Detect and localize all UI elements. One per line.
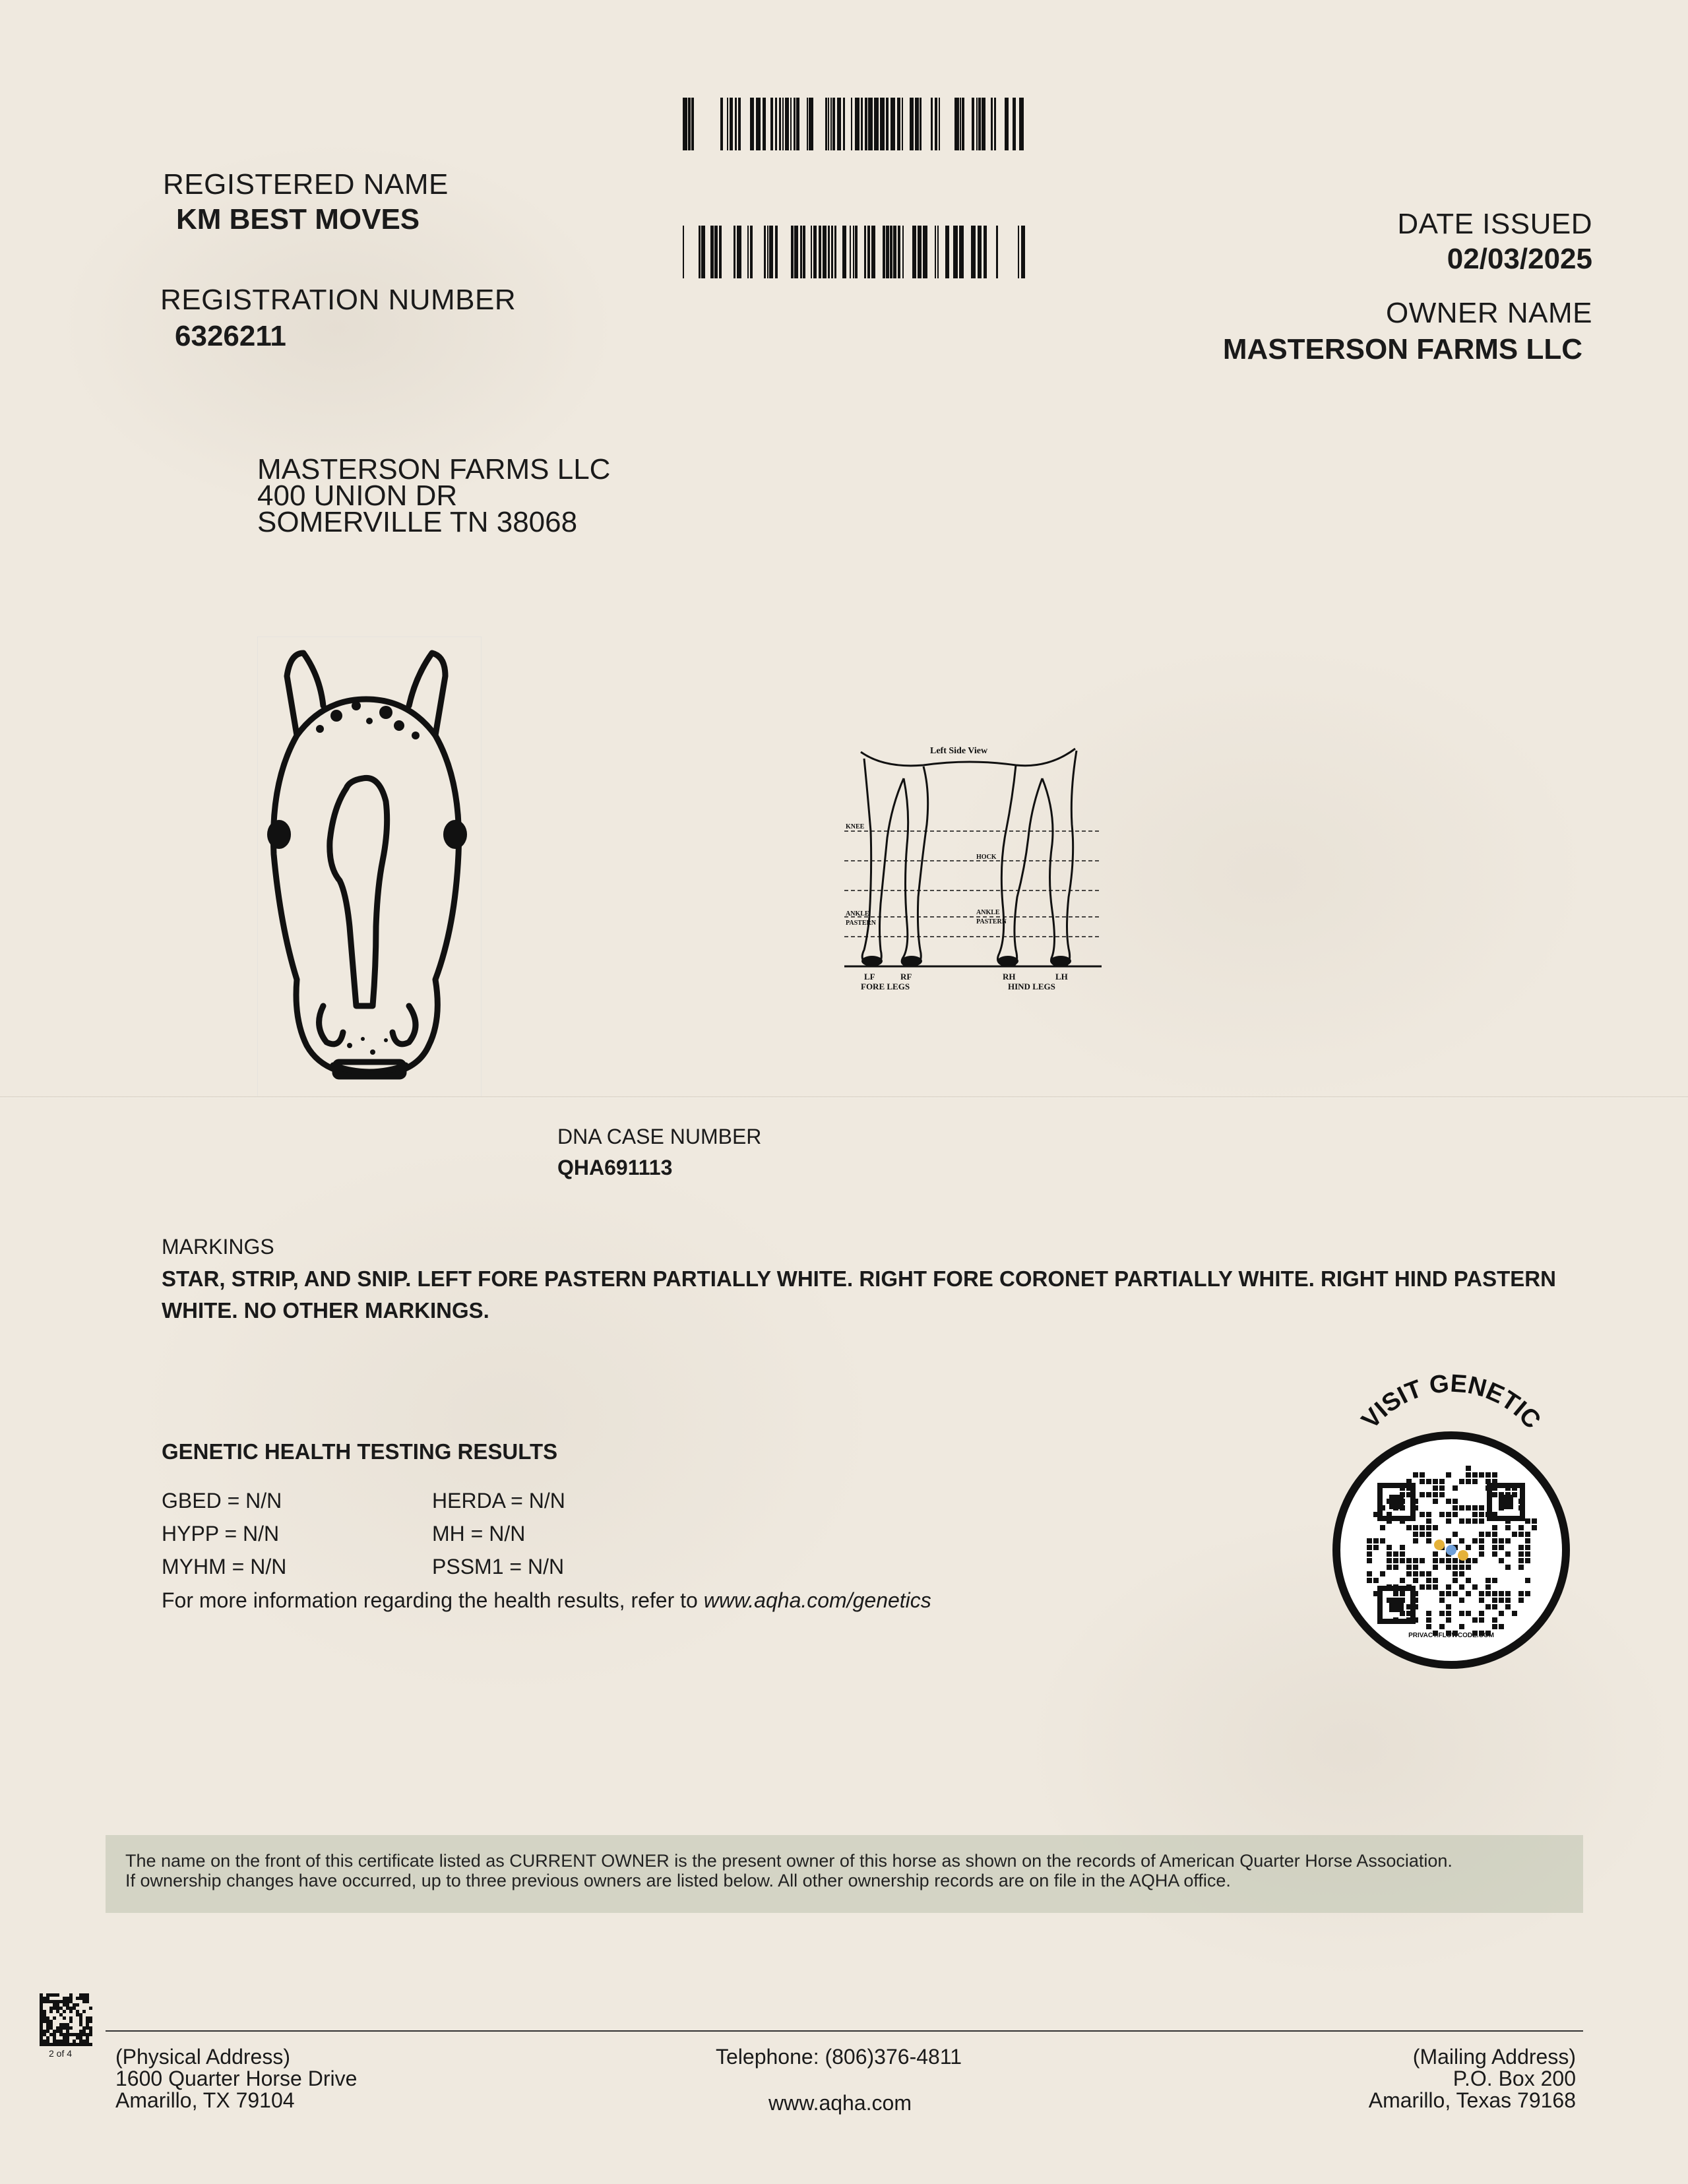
- pastern-label-fore: PASTERN: [846, 920, 876, 927]
- ownership-notice-line-2: If ownership changes have occurred, up to three previous owners are listed below. All other ownership records are on file in the AQHA office.: [125, 1871, 1231, 1890]
- leg-markings-diagram: [838, 739, 1108, 1003]
- mailing-line-1: MASTERSON FARMS LLC: [257, 453, 611, 485]
- genetic-info-prefix: For more information regarding the health results, refer to: [162, 1588, 704, 1612]
- genetic-results-title: GENETIC HEALTH TESTING RESULTS: [162, 1439, 558, 1464]
- mailing-address-pobox: P.O. Box 200: [1453, 2067, 1576, 2090]
- registration-number-label: REGISTRATION NUMBER: [160, 284, 516, 316]
- genetic-result-hypp: HYPP = N/N: [162, 1522, 280, 1545]
- genetic-info-link[interactable]: www.aqha.com/genetics: [703, 1588, 931, 1612]
- genetic-results-left: [162, 1484, 286, 1583]
- fore-legs-label: FORE LEGS: [861, 982, 910, 991]
- knee-label: KNEE: [846, 823, 865, 830]
- genetic-result-herda: HERDA = N/N: [432, 1489, 565, 1513]
- lh-label: LH: [1055, 972, 1068, 982]
- mailing-address-label: (Mailing Address): [1412, 2045, 1576, 2069]
- physical-address-label: (Physical Address): [115, 2045, 290, 2069]
- markings-line-1: STAR, STRIP, AND SNIP. LEFT FORE PASTERN PARTIALLY WHITE. RIGHT FORE CORONET PARTIALLY WHITE. RIGHT HIND PASTERN: [162, 1266, 1556, 1291]
- barcode-bottom: [683, 226, 1026, 278]
- qr-pattern-icon: [1340, 1439, 1562, 1661]
- markings-line-2: WHITE. NO OTHER MARKINGS.: [162, 1298, 489, 1323]
- svg-text:VISIT GENETIC: [1356, 1369, 1546, 1434]
- genetic-result-myhm: MYHM = N/N: [162, 1555, 287, 1578]
- dna-case-value: QHA691113: [557, 1156, 673, 1179]
- ownership-notice: [106, 1835, 1583, 1913]
- footer-website-link[interactable]: www.aqha.com: [768, 2091, 912, 2115]
- mailing-line-3: SOMERVILLE TN 38068: [257, 506, 578, 538]
- genetic-results-right: [432, 1484, 565, 1583]
- physical-address-city: Amarillo, TX 79104: [115, 2088, 295, 2112]
- physical-address-street: 1600 Quarter Horse Drive: [115, 2067, 358, 2090]
- qr-inner-text: PRIVACY.FLOWCODE.COM: [1408, 1632, 1494, 1639]
- leg-diagram-title: Left Side View: [930, 746, 988, 756]
- mailing-address-city: Amarillo, Texas 79168: [1368, 2088, 1576, 2112]
- data-matrix-code-icon: [40, 1993, 92, 2046]
- mailing-address-footer: [1369, 2046, 1576, 2111]
- markings-text: [162, 1263, 1613, 1326]
- markings-label: MARKINGS: [162, 1235, 274, 1259]
- hock-label: HOCK: [976, 854, 997, 861]
- page-marker: 2 of 4: [49, 2048, 73, 2059]
- registered-name-value: KM BEST MOVES: [176, 203, 420, 235]
- fold-line: [0, 1096, 1688, 1098]
- genetic-info-text: [162, 1588, 931, 1613]
- horse-head-diagram: [257, 637, 482, 1098]
- hind-legs-label: HIND LEGS: [1008, 982, 1055, 991]
- barcode-top: [683, 98, 1026, 150]
- genetic-result-gbed: GBED = N/N: [162, 1489, 282, 1513]
- registered-name-label: REGISTERED NAME: [163, 168, 449, 201]
- rh-label: RH: [1003, 972, 1016, 982]
- physical-address: [115, 2046, 357, 2111]
- footer-divider: [106, 2030, 1583, 2032]
- lf-label: LF: [864, 972, 875, 982]
- rf-label: RF: [900, 972, 912, 982]
- dna-case-label: DNA CASE NUMBER: [557, 1125, 762, 1148]
- qr-top-text: VISIT GENETIC: [1356, 1369, 1546, 1435]
- footer-telephone: Telephone: (806)376-4811: [716, 2045, 962, 2069]
- owner-name-value: MASTERSON FARMS LLC: [1222, 333, 1582, 365]
- date-issued-value: 02/03/2025: [1447, 243, 1592, 275]
- genetic-result-mh: MH = N/N: [432, 1522, 526, 1545]
- pastern-label-hind: PASTERN: [976, 918, 1007, 925]
- ownership-notice-line-1: The name on the front of this certificate listed as CURRENT OWNER is the present owner of this horse as shown on the records of American Quarter Horse Association.: [125, 1851, 1453, 1871]
- mailing-line-2: 400 UNION DR: [257, 480, 458, 512]
- owner-name-label: OWNER NAME: [1386, 297, 1592, 329]
- date-issued-label: DATE ISSUED: [1397, 208, 1592, 240]
- genetic-qr-code[interactable]: [1332, 1431, 1570, 1669]
- ankle-label-fore: ANKLE: [846, 910, 869, 918]
- genetic-result-pssm1: PSSM1 = N/N: [432, 1555, 565, 1578]
- ankle-label-hind: ANKLE: [976, 909, 1000, 916]
- mailing-address-block: [257, 453, 611, 538]
- registration-number-value: 6326211: [175, 320, 286, 352]
